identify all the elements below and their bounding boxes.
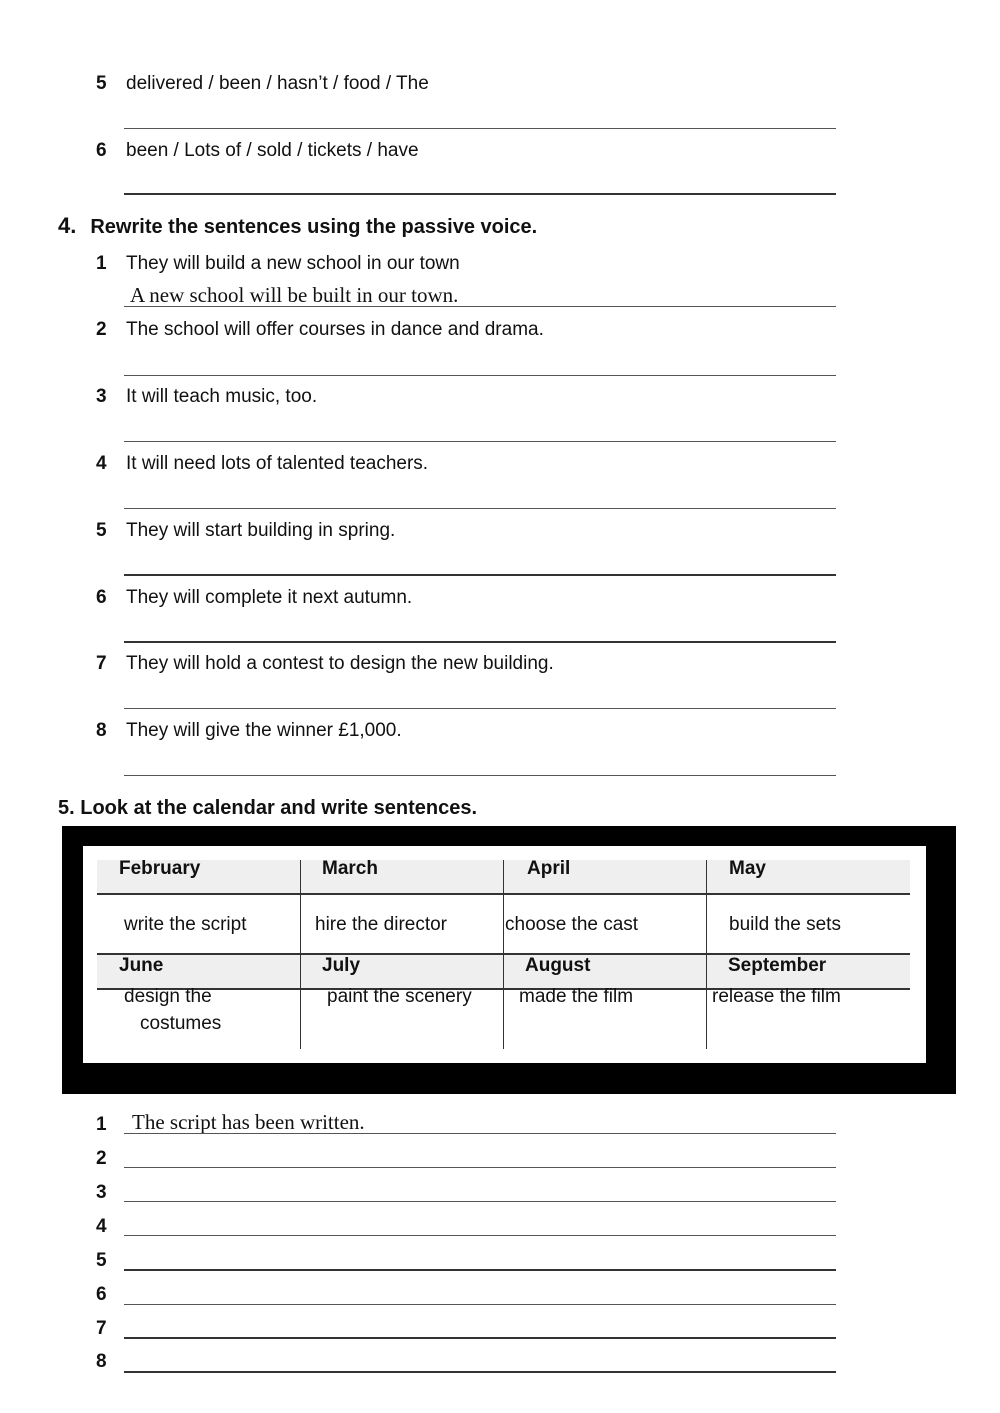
item-prompt: They will build a new school in our town (126, 253, 460, 274)
answer-line[interactable] (124, 1337, 836, 1339)
answer-line[interactable] (124, 1269, 836, 1271)
item-prompt: The school will offer courses in dance and drama. (126, 319, 544, 340)
calendar-task: hire the director (315, 914, 448, 935)
calendar-task: choose the cast (505, 914, 639, 935)
table-divider (503, 860, 504, 1049)
item-number: 5 (96, 73, 107, 94)
month-label: July (322, 955, 361, 976)
month-label: September (728, 955, 827, 976)
answer-line[interactable] (124, 775, 836, 776)
answer-line[interactable] (124, 441, 836, 442)
calendar-table (83, 846, 926, 1063)
item-number: 8 (96, 720, 107, 741)
answer-line[interactable] (124, 1235, 836, 1236)
item-number: 2 (96, 319, 107, 340)
month-label: May (729, 858, 766, 879)
answer-line[interactable] (124, 1167, 836, 1168)
answer-number: 3 (96, 1182, 107, 1203)
calendar-task: build the sets (729, 914, 841, 935)
item-prompt: been / Lots of / sold / tickets / have (126, 140, 419, 161)
answer-line[interactable] (124, 1133, 836, 1134)
exercise-title: Rewrite the sentences using the passive voice. (90, 216, 538, 238)
exercise-number: 4. (58, 213, 77, 238)
answer-line[interactable] (124, 708, 836, 709)
handwritten-answer[interactable]: A new school will be built in our town. (130, 283, 459, 307)
answer-number: 1 (96, 1114, 107, 1135)
answer-line[interactable] (124, 193, 836, 195)
answer-number: 4 (96, 1216, 107, 1237)
calendar-task: design the (124, 986, 212, 1007)
answer-number: 6 (96, 1284, 107, 1305)
item-prompt: They will complete it next autumn. (126, 587, 413, 608)
item-number: 7 (96, 653, 107, 674)
table-divider (706, 860, 707, 1049)
exercise-4-heading (58, 213, 537, 239)
calendar-task: paint the scenery (327, 986, 472, 1007)
item-prompt: They will hold a contest to design the new building. (126, 653, 554, 674)
month-label: August (525, 955, 591, 976)
exercise-5-heading: 5. Look at the calendar and write sentences. (58, 797, 478, 819)
item-prompt: delivered / been / hasn’t / food / The (126, 73, 429, 94)
answer-line[interactable] (124, 1371, 836, 1373)
table-divider (300, 860, 301, 1049)
handwritten-answer[interactable]: The script has been written. (132, 1110, 365, 1134)
item-number: 3 (96, 386, 107, 407)
answer-line[interactable] (124, 641, 836, 643)
answer-line[interactable] (124, 508, 836, 509)
month-label: March (322, 858, 378, 879)
item-prompt: They will start building in spring. (126, 520, 396, 541)
answer-line[interactable] (124, 128, 836, 129)
item-number: 6 (96, 587, 107, 608)
item-prompt: They will give the winner £1,000. (126, 720, 402, 741)
item-number: 6 (96, 140, 107, 161)
answer-number: 7 (96, 1318, 107, 1339)
item-number: 4 (96, 453, 107, 474)
calendar-task: release the film (712, 986, 841, 1007)
item-number: 5 (96, 520, 107, 541)
month-label: February (119, 858, 201, 879)
answer-line[interactable] (124, 1304, 836, 1305)
item-prompt: It will need lots of talented teachers. (126, 453, 429, 474)
answer-line[interactable] (124, 306, 836, 307)
answer-number: 5 (96, 1250, 107, 1271)
item-prompt: It will teach music, too. (126, 386, 318, 407)
answer-line[interactable] (124, 1201, 836, 1202)
calendar-task: made the film (519, 986, 634, 1007)
item-number: 1 (96, 253, 107, 274)
calendar-task: costumes (140, 1013, 222, 1034)
answer-line[interactable] (124, 375, 836, 376)
answer-number: 8 (96, 1351, 107, 1372)
calendar-frame (62, 826, 956, 1094)
calendar-task: write the script (124, 914, 247, 935)
month-label: April (527, 858, 571, 879)
answer-line[interactable] (124, 574, 836, 576)
answer-number: 2 (96, 1148, 107, 1169)
month-label: June (119, 955, 164, 976)
